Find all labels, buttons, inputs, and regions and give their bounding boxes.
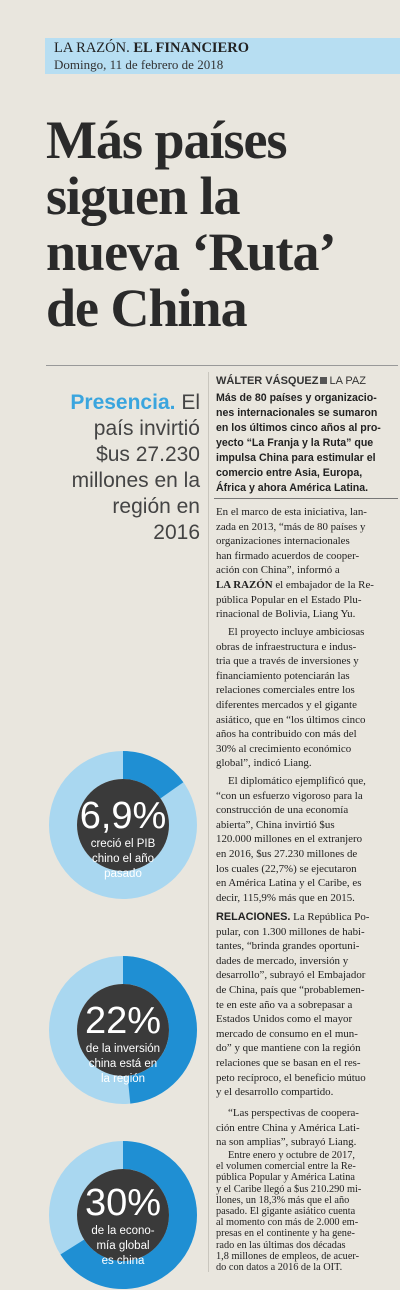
paragraph (216, 505, 396, 622)
body-line: dades de mercado, inversión y (216, 954, 349, 967)
paper-date: Domingo, 11 de febrero de 2018 (54, 57, 224, 72)
headline-line: nueva ‘Ruta’ (46, 222, 336, 282)
stat-economia (48, 1182, 198, 1269)
body-line: y el desarrollo compartido. (216, 1086, 334, 1099)
body-line: abierta”, China invirtió $us (216, 818, 335, 831)
body-line: años ha contribuido con más del (216, 728, 357, 741)
byline-location: LA PAZ (329, 375, 366, 387)
paragraph (216, 1150, 396, 1273)
pull-quote-line: 2016 (153, 521, 200, 544)
body-line: el volumen comercial entre la Re- (216, 1161, 356, 1173)
stat-inversion (48, 1000, 198, 1087)
body-line: rado en las últimas dos décadas (216, 1239, 346, 1251)
body-line: diferentes mercados y el gigante (216, 698, 357, 711)
lead-line: nes internacionales se sumaron (216, 407, 378, 419)
body-line: na son amplias”, subrayó Liang. (216, 1136, 357, 1149)
square-bullet-icon (320, 377, 327, 384)
lead-line: yecto “La Franja y la Ruta” que (216, 437, 374, 449)
paragraph (216, 1106, 396, 1150)
body-line-rest: el embajador de la Re- (275, 578, 374, 591)
pull-quote-keyword: Presencia. (70, 391, 176, 414)
stat-caption: la región (100, 1073, 146, 1085)
body-line: en América Latina y el Caribe, es (216, 877, 362, 890)
body-line: 1,8 millones de empleos, de acuer- (216, 1250, 360, 1262)
body-line: y el Caribe llegó a $us 210.290 mi- (216, 1183, 362, 1195)
lead-line: comercio entre Asia, Europa, (216, 467, 363, 479)
body-line: do” y que mantiene con la región (216, 1042, 361, 1055)
body-line: do con datos a 2016 de la OIT. (216, 1262, 343, 1274)
stat-value: 22% (84, 1000, 162, 1042)
body-line: organizaciones internacionales (216, 535, 350, 548)
stat-pib (48, 795, 198, 882)
body-line (216, 910, 396, 925)
section-label: RELACIONES. (216, 911, 291, 923)
byline-author: WÁLTER VÁSQUEZ (216, 375, 319, 387)
body-line: rinacional de Bolivia, Liang Yu. (216, 608, 356, 621)
body-line: global”, indicó Liang. (216, 757, 312, 770)
stat-value: 30% (84, 1182, 162, 1224)
body-line: en 2016, $us 27.230 millones de (216, 847, 358, 860)
headline (46, 112, 398, 336)
body-line: relaciones comerciales entre los (216, 684, 355, 697)
body-line: El proyecto incluye ambiciosas (228, 626, 365, 638)
body-line: los cuales (22,7%) se ejecutaron (216, 862, 357, 875)
column-divider (208, 372, 209, 1272)
divider (214, 498, 398, 499)
body-line: asiático, que en “los últimos cinco (216, 713, 366, 726)
paragraph (216, 625, 396, 771)
pull-quote-line: región en (112, 495, 200, 518)
body-line: pública Popular en el Estado Plu- (216, 593, 362, 606)
body-line: ción entre China y América Lati- (216, 1121, 360, 1134)
body-line: tria que a través de inversiones y (216, 655, 359, 668)
stat-caption: mía global (96, 1240, 150, 1252)
body-line: de China, país que “probablemen- (216, 983, 365, 996)
body-line: peto recíproco, el beneficio mútuo (216, 1071, 366, 1084)
lead-line: África y ahora América Latina. (216, 482, 369, 494)
body-line: decir, 115,9% más que en 2015. (216, 891, 355, 904)
body-line: obras de infraestructura e indus- (216, 640, 357, 653)
body-line: te en este año va a sobrepasar a (216, 998, 353, 1011)
headline-line: de China (46, 278, 247, 338)
body-line: ación con China”, informó a (216, 564, 340, 577)
body-line: zada en 2013, “más de 80 países y (216, 520, 366, 533)
body-line: desarrollo”, subrayó el Embajador (216, 969, 366, 982)
body-line: El diplomático ejemplificó que, (228, 775, 366, 787)
paper-name-main: LA RAZÓN. (54, 40, 130, 56)
body-line: pública Popular y América Latina (216, 1172, 355, 1184)
stat-value: 6,9% (79, 795, 167, 837)
stat-caption: de la econo- (91, 1225, 155, 1237)
pull-quote-line: millones en la (71, 469, 200, 492)
body-line: Estados Unidos como el mayor (216, 1013, 353, 1026)
stat-caption: de la inversión (85, 1043, 161, 1055)
byline (216, 375, 396, 387)
body-line: presas en el continente y ha gene- (216, 1228, 355, 1240)
stat-caption: chino el año (91, 853, 155, 865)
stat-caption: es china (101, 1255, 145, 1267)
body-line: tantes, “brinda grandes oportuni- (216, 940, 360, 953)
body-line: llones, un 18,3% más que el año (216, 1194, 350, 1206)
body-line-rest: La República Po- (293, 911, 370, 923)
body-line: han firmado acuerdos de cooper- (216, 549, 360, 562)
body-line: 30% al crecimiento económico (216, 742, 352, 755)
divider (46, 365, 398, 366)
newspaper-name: LA RAZÓN (216, 578, 273, 591)
paragraph (216, 774, 396, 905)
stat-caption: creció el PIB (90, 838, 156, 850)
pull-quote-line: $us 27.230 (96, 443, 200, 466)
body-line: En el marco de esta iniciativa, lan- (216, 506, 367, 518)
pull-quote-line (54, 390, 200, 416)
lead-line: impulsa China para estimular el (216, 452, 376, 464)
headline-line: Más países (46, 110, 287, 170)
headline-line: siguen la (46, 166, 240, 226)
body-line: financiamiento potenciarán las (216, 669, 350, 682)
lead-line: Más de 80 países y organizacio- (216, 392, 377, 404)
body-line: construcción de una economía (216, 804, 349, 817)
paper-name-section: EL FINANCIERO (133, 40, 249, 56)
lead-line: en los últimos cinco años al pro- (216, 422, 381, 434)
pull-quote (54, 390, 200, 546)
body-line: al momento con más de 2.000 em- (216, 1217, 359, 1229)
body-line: Entre enero y octubre de 2017, (228, 1150, 355, 1161)
stat-caption: pasado (104, 868, 142, 880)
paper-name (54, 40, 249, 57)
body-line: 120.000 millones en el extranjero (216, 833, 363, 846)
body-line: pular, con 1.300 millones de habi- (216, 925, 365, 938)
body-line (216, 578, 396, 593)
stat-caption: china está en (88, 1058, 158, 1070)
body-line: relaciones que se basan en el res- (216, 1056, 361, 1069)
body-line: “con un esfuerzo vigoroso para la (216, 789, 363, 802)
paragraph (216, 910, 396, 1100)
article-lead (216, 391, 396, 496)
pull-quote-text: El (181, 391, 200, 414)
body-line: mercado de consumo en el mun- (216, 1027, 358, 1040)
pull-quote-line: país invirtió (93, 417, 200, 440)
body-line: pasado. El gigante asiático cuenta (216, 1206, 356, 1218)
body-line: “Las perspectivas de coopera- (228, 1107, 359, 1119)
